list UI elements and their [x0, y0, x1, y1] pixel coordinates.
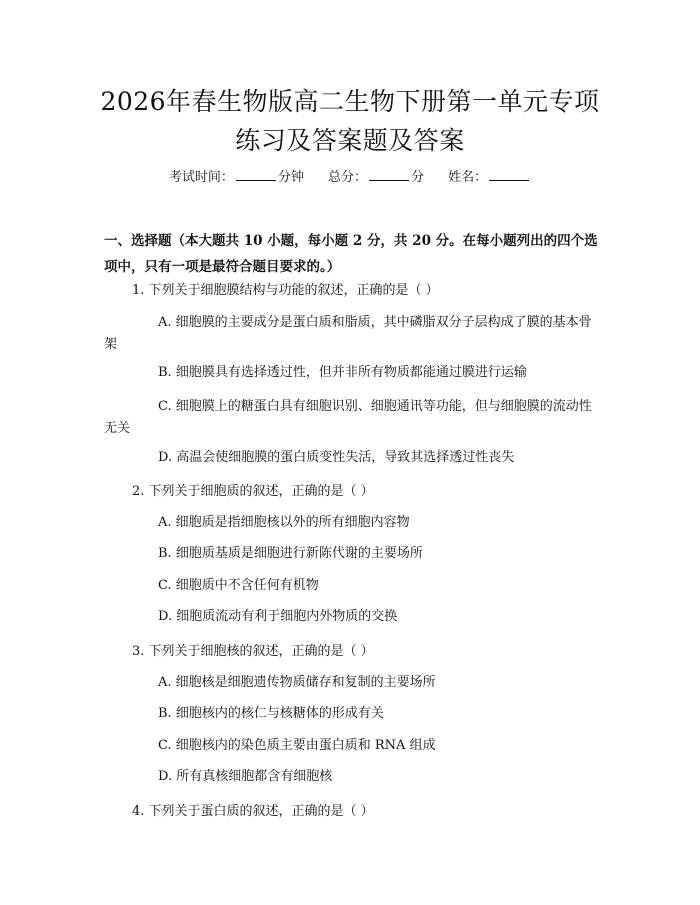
- total-score-label: 总分：: [327, 170, 367, 185]
- question-2-option-b: B. 细胞质基质是细胞进行新陈代谢的主要场所: [158, 546, 423, 561]
- question-1-option-a: A. 细胞膜的主要成分是蛋白质和脂质，其中磷脂双分子层构成了膜的基本骨架: [104, 315, 592, 352]
- exam-time-unit: 分钟: [277, 170, 304, 185]
- question-1-option-d: D. 高温会使细胞膜的蛋白质变性失活，导致其选择透过性丧失: [158, 450, 515, 465]
- question-3-option-c: C. 细胞核内的染色质主要由蛋白质和 RNA 组成: [158, 738, 436, 753]
- question-1-stem: 1. 下列关于细胞膜结构与功能的叙述，正确的是（ ）: [132, 283, 439, 298]
- total-score-blank[interactable]: [369, 168, 409, 181]
- question-3-option-d: D. 所有真核细胞都含有细胞核: [158, 769, 333, 784]
- document-title-line-1: 2026年春生物版高二生物下册第一单元专项: [100, 87, 600, 116]
- name-blank[interactable]: [489, 168, 529, 181]
- document-title-line-2: 练习及答案题及答案: [235, 126, 465, 155]
- exam-time-label: 考试时间：: [168, 170, 234, 185]
- question-3-option-a: A. 细胞核是细胞遗传物质储存和复制的主要场所: [158, 675, 436, 690]
- question-2-option-a: A. 细胞质是指细胞核以外的所有细胞内容物: [158, 515, 410, 530]
- name-label: 姓名：: [448, 170, 488, 185]
- exam-time-blank[interactable]: [236, 168, 276, 181]
- total-score-unit: 分: [411, 170, 425, 185]
- question-2-option-d: D. 细胞质流动有利于细胞内外物质的交换: [158, 609, 398, 624]
- name-field: [448, 168, 531, 187]
- section-heading: 一、选择题（本大题共 10 小题，每小题 2 分，共 20 分。在每小题列出的四个选项中，只有一项是最符合题目要求的。）: [104, 233, 598, 275]
- exam-time-field: [169, 168, 304, 187]
- question-1-option-b: B. 细胞膜具有选择透过性，但并非所有物质都能通过膜进行运输: [158, 365, 527, 380]
- question-4-stem: 4. 下列关于蛋白质的叙述，正确的是（ ）: [132, 804, 374, 819]
- question-3-option-b: B. 细胞核内的核仁与核糖体的形成有关: [158, 706, 384, 721]
- total-score-field: [328, 168, 424, 187]
- question-2-option-c: C. 细胞质中不含任何有机物: [158, 578, 319, 593]
- exam-info-line: [0, 168, 700, 187]
- question-1-option-c: C. 细胞膜上的糖蛋白具有细胞识别、细胞通讯等功能，但与细胞膜的流动性无关: [104, 399, 592, 436]
- question-3-stem: 3. 下列关于细胞核的叙述，正确的是（ ）: [132, 644, 374, 659]
- question-2-stem: 2. 下列关于细胞质的叙述，正确的是（ ）: [132, 484, 374, 499]
